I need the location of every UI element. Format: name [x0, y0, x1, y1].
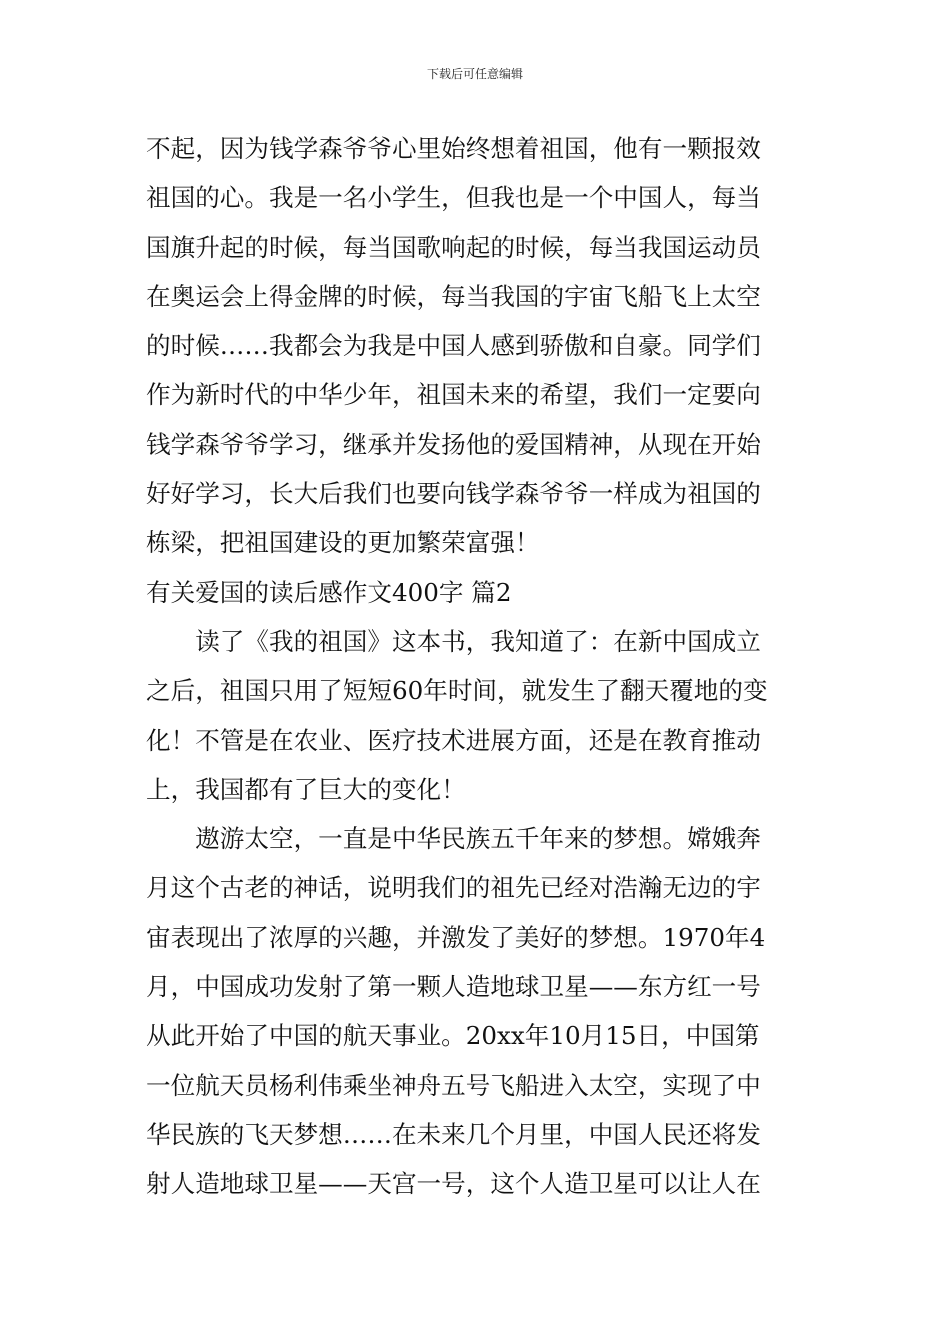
text-line: 栋梁，把祖国建设的更加繁荣富强！ — [146, 528, 540, 558]
section-heading: 有关爱国的读后感作文400字 篇2 — [146, 577, 512, 607]
page-header-note: 下载后可任意编辑 — [426, 67, 523, 81]
text-line: 的时候……我都会为我是中国人感到骄傲和自豪。同学们 — [146, 331, 761, 361]
document-body — [146, 124, 808, 1209]
text-line: 化！不管是在农业、医疗技术进展方面，还是在教育推动 — [146, 725, 761, 755]
text-line: 宙表现出了浓厚的兴趣，并激发了美好的梦想。1970年4 — [146, 922, 766, 952]
text-line: 之后，祖国只用了短短60年时间，就发生了翻天覆地的变 — [146, 676, 768, 706]
text-line: 华民族的飞天梦想……在未来几个月里，中国人民还将发 — [146, 1119, 761, 1149]
text-line: 上，我国都有了巨大的变化！ — [146, 774, 466, 804]
text-line: 在奥运会上得金牌的时候，每当我国的宇宙飞船飞上太空 — [146, 281, 761, 311]
text-line: 月这个古老的神话，说明我们的祖先已经对浩瀚无边的宇 — [146, 873, 761, 903]
text-line: 祖国的心。我是一名小学生，但我也是一个中国人，每当 — [146, 183, 761, 213]
text-line: 钱学森爷爷学习，继承并发扬他的爱国精神，从现在开始 — [146, 429, 761, 459]
text-line: 国旗升起的时候，每当国歌响起的时候，每当我国运动员 — [146, 232, 761, 262]
text-line: 读了《我的祖国》这本书，我知道了：在新中国成立 — [146, 626, 761, 656]
text-line: 月，中国成功发射了第一颗人造地球卫星——东方红一号 — [146, 972, 761, 1002]
text-line: 射人造地球卫星——天宫一号，这个人造卫星可以让人在 — [146, 1169, 761, 1199]
text-line: 从此开始了中国的航天事业。20xx年10月15日，中国第 — [146, 1021, 760, 1051]
text-line: 作为新时代的中华少年，祖国未来的希望，我们一定要向 — [146, 380, 761, 410]
text-line: 好好学习，长大后我们也要向钱学森爷爷一样成为祖国的 — [146, 479, 761, 509]
text-line: 不起，因为钱学森爷爷心里始终想着祖国，他有一颗报效 — [146, 134, 761, 163]
text-line: 遨游太空，一直是中华民族五千年来的梦想。嫦娥奔 — [146, 824, 761, 854]
text-line: 一位航天员杨利伟乘坐神舟五号飞船进入太空，实现了中 — [146, 1070, 761, 1100]
